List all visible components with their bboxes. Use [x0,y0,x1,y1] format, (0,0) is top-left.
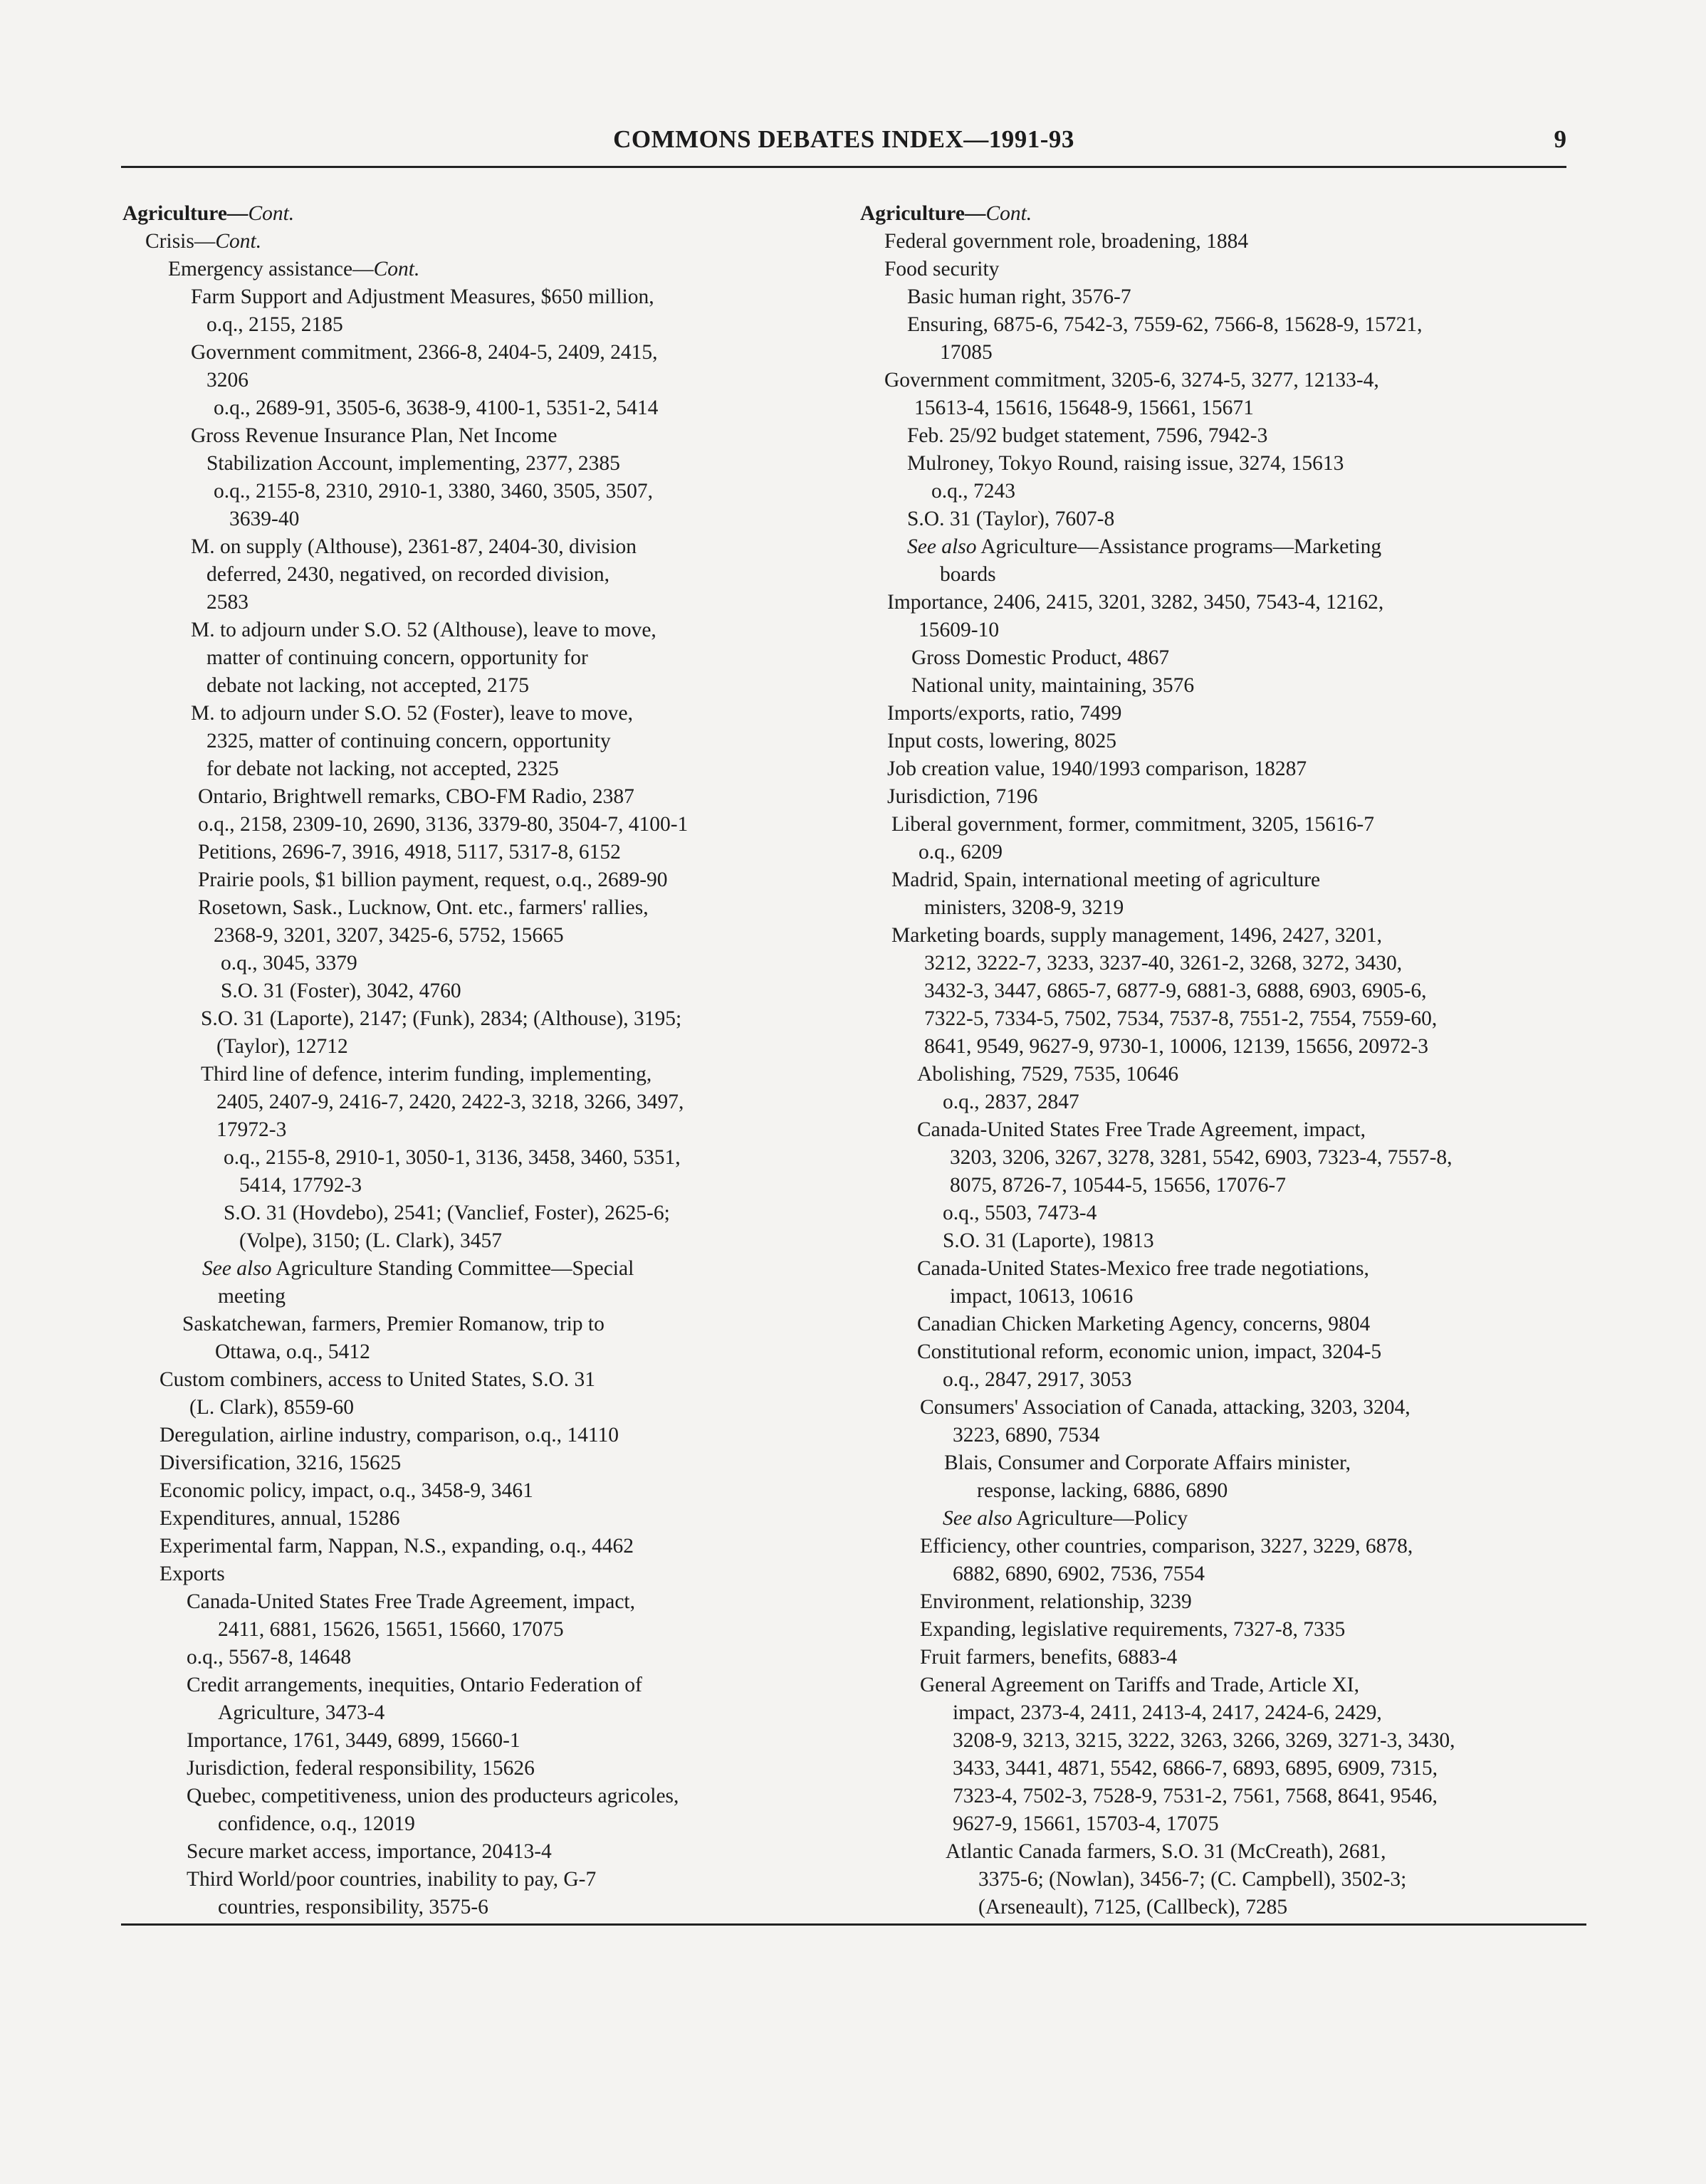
entry-text: Input costs, lowering, 8025 [887,730,1117,752]
index-entry-line [911,644,1169,672]
entry-text: Expanding, legislative requirements, 7327-8, 7335 [920,1618,1346,1641]
index-entry-line [191,422,557,450]
entry-text: 15609-10 [919,619,1000,641]
entry-text: 6882, 6890, 6902, 7536, 7554 [953,1563,1205,1585]
entry-text: o.q., 2847, 2917, 3053 [943,1368,1132,1391]
entry-text: 3212, 3222-7, 3233, 3237-40, 3261-2, 3268, 3272, 3430, [924,952,1403,975]
index-entry-line [218,1894,488,1921]
index-entry-line [206,644,588,672]
entry-text: Deregulation, airline industry, comparison, o.q., 14110 [159,1424,619,1447]
index-entry-line [917,1061,1178,1088]
index-entry-line [218,1283,286,1311]
index-entry-line [920,1616,1345,1644]
index-entry-line [917,1255,1369,1283]
index-entry-line [914,394,1254,422]
entry-text: 3223, 6890, 7534 [953,1424,1100,1447]
index-entry-line [944,1449,1351,1477]
entry-text: confidence, o.q., 12019 [218,1812,415,1835]
entry-text: response, lacking, 6886, 6890 [977,1479,1228,1502]
entry-text: impact, 2373-4, 2411, 2413-4, 2417, 2424-6, 2429, [953,1701,1382,1724]
index-entry-line [198,811,688,839]
entry-text: See also [907,535,977,558]
index-entry-line [159,1560,225,1588]
index-entry-line [206,755,559,783]
index-entry-line [221,977,461,1005]
entry-text: o.q., 2837, 2847 [943,1091,1079,1113]
entry-text: 5414, 17792-3 [239,1174,362,1197]
index-entry-line [221,950,357,977]
index-entry-line [214,922,564,950]
entry-text: S.O. 31 (Laporte), 19813 [943,1229,1154,1252]
index-entry-line [887,728,1116,755]
index-entry-line [943,1505,1188,1533]
entry-text: Cont. [215,230,262,253]
entry-text: Expenditures, annual, 15286 [159,1507,400,1530]
entry-text: Custom combiners, access to United States, S.O. 31 [159,1368,596,1391]
index-entry-line [159,1477,533,1505]
index-entry-line [198,866,668,894]
index-entry-line [907,533,1381,561]
entry-text: for debate not lacking, not accepted, 2325 [206,757,559,780]
entry-text: Blais, Consumer and Corporate Affairs minister, [944,1451,1351,1474]
entry-text: deferred, 2430, negatived, on recorded division, [206,563,610,586]
entry-text: Canada-United States-Mexico free trade negotiations, [917,1257,1369,1280]
index-entry-line [187,1727,520,1755]
entry-text: Stabilization Account, implementing, 2377, 2385 [206,452,620,475]
entry-text: Exports [159,1563,225,1585]
entry-text: 3203, 3206, 3267, 3278, 3281, 5542, 6903, 7323-4, 7557-8, [950,1146,1453,1169]
index-entry-line [920,1394,1411,1422]
index-entry-line [907,283,1131,311]
entry-text: 8641, 9549, 9627-9, 9730-1, 10006, 12139, 15656, 20972-3 [924,1035,1428,1058]
entry-text: Agriculture—Assistance programs—Marketing [976,535,1382,558]
entry-text: 3206 [206,369,248,392]
index-entry-line [887,700,1121,728]
entry-text: Basic human right, 3576-7 [907,285,1131,308]
index-entry-line [198,783,634,811]
index-entry-line [189,1394,354,1422]
index-entry-line [206,589,248,616]
index-entry-line [917,1338,1381,1366]
index-entry-line [159,1366,595,1394]
entry-text: Jurisdiction, federal responsibility, 15626 [187,1757,535,1780]
index-entry-line [187,1866,596,1894]
index-entry-line [860,200,1032,228]
index-entry-line [206,367,248,394]
index-entry-line [187,1755,535,1783]
index-entry-line [887,589,1383,616]
entry-text: Job creation value, 1940/1993 comparison, 18287 [887,757,1307,780]
entry-text: matter of continuing concern, opportunity for [206,646,588,669]
entry-text: Mulroney, Tokyo Round, raising issue, 3274, 15613 [907,452,1344,475]
index-entry-line [953,1560,1205,1588]
entry-text: Constitutional reform, economic union, impact, 3204-5 [917,1340,1382,1363]
index-entry-line [884,256,999,283]
index-entry-line [159,1422,619,1449]
entry-text: 2583 [206,591,248,614]
index-entry-line [924,977,1427,1005]
entry-text: Agriculture, 3473-4 [218,1701,385,1724]
index-entry-line [920,1533,1413,1560]
entry-text: 2411, 6881, 15626, 15651, 15660, 17075 [218,1618,564,1641]
index-entry-line [206,450,620,478]
entry-text: Farm Support and Adjustment Measures, $650 million, [191,285,654,308]
index-entry-line [943,1366,1132,1394]
index-entry-line [214,478,653,505]
index-entry-line [953,1422,1100,1449]
index-entry-line [214,394,658,422]
index-entry-line [940,561,996,589]
index-entry-line [920,1671,1359,1699]
index-entry-line [953,1810,1219,1838]
entry-text: Diversification, 3216, 15625 [159,1451,402,1474]
index-entry-line [206,561,609,589]
entry-text: Madrid, Spain, international meeting of agriculture [891,868,1321,891]
index-entry-line [239,1172,362,1199]
entry-text: Petitions, 2696-7, 3916, 4918, 5117, 5317-8, 6152 [198,841,621,863]
index-entry-line [884,367,1379,394]
index-entry-line [884,228,1248,256]
entry-text: Atlantic Canada farmers, S.O. 31 (McCreath), 2681, [946,1840,1386,1863]
entry-text: S.O. 31 (Foster), 3042, 4760 [221,980,461,1002]
index-entry-line [168,256,419,283]
index-entry-line [198,839,621,866]
index-entry-line [917,1311,1370,1338]
entry-text: 3639-40 [229,508,300,530]
entry-text: impact, 10613, 10616 [950,1285,1134,1308]
entry-text: Jurisdiction, 7196 [887,785,1038,808]
entry-text: 7323-4, 7502-3, 7528-9, 7531-2, 7561, 7568, 8641, 9546, [953,1785,1438,1807]
index-entry-line [224,1199,670,1227]
entry-text: Gross Revenue Insurance Plan, Net Income [191,424,558,447]
index-entry-line [216,1116,286,1144]
entry-text: o.q., 5503, 7473-4 [943,1202,1097,1224]
index-entry-line [943,1199,1097,1227]
entry-text: M. to adjourn under S.O. 52 (Althouse), leave to move, [191,619,656,641]
index-entry-line [943,1088,1079,1116]
index-entry-line [953,1699,1382,1727]
entry-text: debate not lacking, not accepted, 2175 [206,674,529,697]
index-entry-line [887,755,1307,783]
entry-text: M. to adjourn under S.O. 52 (Foster), leave to move, [191,702,634,725]
entry-text: ministers, 3208-9, 3219 [924,896,1124,919]
index-entry-line [887,783,1037,811]
entry-text: o.q., 2155, 2185 [206,313,343,336]
index-entry-line [122,200,294,228]
index-entry-line [191,339,657,367]
entry-text: o.q., 5567-8, 14648 [187,1646,352,1669]
entry-text: (L. Clark), 8559-60 [189,1396,355,1419]
index-entry-line [198,894,649,922]
entry-text: 17085 [940,341,993,364]
index-entry-line [907,311,1423,339]
entry-text: Consumers' Association of Canada, attacking, 3203, 3204, [920,1396,1411,1419]
index-entry-line [907,505,1114,533]
index-entry-line [202,1255,634,1283]
entry-text: General Agreement on Tariffs and Trade, Article XI, [920,1674,1359,1696]
index-entry-line [187,1644,351,1671]
entry-text: o.q., 6209 [919,841,1003,863]
entry-text: boards [940,563,996,586]
entry-text: (Arseneault), 7125, (Callbeck), 7285 [978,1896,1288,1918]
index-entry-line [229,505,299,533]
entry-text: 9627-9, 15661, 15703-4, 17075 [953,1812,1219,1835]
entry-text: Cont. [248,202,295,225]
index-entry-line [239,1227,502,1255]
entry-text: Ottawa, o.q., 5412 [215,1340,370,1363]
entry-text: Importance, 2406, 2415, 3201, 3282, 3450, 7543-4, 12162, [887,591,1384,614]
index-entry-line [201,1005,681,1033]
index-entry-line [159,1449,401,1477]
entry-text: Emergency assistance— [168,258,374,280]
index-entry-line [218,1699,384,1727]
index-entry-line [191,700,633,728]
index-entry-line [920,1644,1177,1671]
index-entry-line [978,1866,1406,1894]
index-entry-line [919,616,999,644]
index-entry-line [891,866,1320,894]
index-entry-line [907,450,1344,478]
entry-text: Importance, 1761, 3449, 6899, 15660-1 [187,1729,520,1752]
entry-text: Abolishing, 7529, 7535, 10646 [917,1063,1179,1086]
index-entry-line [978,1894,1287,1921]
index-entry-line [216,1088,684,1116]
index-entry-line [218,1810,415,1838]
index-entry-line [216,1033,348,1061]
entry-text: Canada-United States Free Trade Agreement, impact, [917,1118,1366,1141]
entry-text: countries, responsibility, 3575-6 [218,1896,488,1918]
entry-text: 3432-3, 3447, 6865-7, 6877-9, 6881-3, 6888, 6903, 6905-6, [924,980,1427,1002]
entry-text: Liberal government, former, commitment, 3205, 15616-7 [891,813,1374,836]
index-entry-line [950,1172,1286,1199]
entry-text: Ensuring, 6875-6, 7542-3, 7559-62, 7566-8, 15628-9, 15721, [907,313,1423,336]
entry-text: 17972-3 [216,1118,287,1141]
index-entry-line [206,728,611,755]
entry-text: Rosetown, Sask., Lucknow, Ont. etc., farmers' rallies, [198,896,649,919]
entry-text: Feb. 25/92 budget statement, 7596, 7942-3 [907,424,1268,447]
entry-text: S.O. 31 (Hovdebo), 2541; (Vanclief, Foster), 2625-6; [224,1202,670,1224]
entry-text: meeting [218,1285,286,1308]
entry-text: Economic policy, impact, o.q., 3458-9, 3461 [159,1479,533,1502]
index-entry-line [891,811,1374,839]
entry-text: Crisis— [145,230,216,253]
index-entry-line [943,1227,1154,1255]
index-entry-line [215,1338,370,1366]
entry-text: Gross Domestic Product, 4867 [911,646,1170,669]
entry-text: Ontario, Brightwell remarks, CBO-FM Radio, 2387 [198,785,634,808]
index-entry-line [946,1838,1386,1866]
entry-text: o.q., 7243 [931,480,1015,503]
entry-text: See also [943,1507,1012,1530]
entry-text: 15613-4, 15616, 15648-9, 15661, 15671 [914,397,1254,419]
entry-text: 2368-9, 3201, 3207, 3425-6, 5752, 15665 [214,924,564,947]
entry-text: (Volpe), 3150; (L. Clark), 3457 [239,1229,502,1252]
entry-text: Agriculture Standing Committee—Special [271,1257,634,1280]
index-entry-line [924,894,1124,922]
entry-text: o.q., 2155-8, 2910-1, 3050-1, 3136, 3458, 3460, 5351, [224,1146,681,1169]
entry-text: Third World/poor countries, inability to pay, G-7 [187,1868,597,1891]
index-entry-line [919,839,1003,866]
entry-text: National unity, maintaining, 3576 [911,674,1195,697]
index-entry-line [977,1477,1228,1505]
entry-text: Government commitment, 2366-8, 2404-5, 2409, 2415, [191,341,658,364]
entry-text: Canada-United States Free Trade Agreement, impact, [187,1590,635,1613]
entry-text: Environment, relationship, 3239 [920,1590,1192,1613]
entry-text: 3375-6; (Nowlan), 3456-7; (C. Campbell), 3502-3; [978,1868,1407,1891]
entry-text: Third line of defence, interim funding, implementing, [201,1063,652,1086]
entry-text: Efficiency, other countries, comparison, 3227, 3229, 6878, [920,1535,1413,1558]
entry-text: Secure market access, importance, 20413-4 [187,1840,552,1863]
index-entry-line [191,533,637,561]
index-entry-line [187,1671,642,1699]
entry-text: S.O. 31 (Taylor), 7607-8 [907,508,1115,530]
entry-text: See also [202,1257,272,1280]
page-header [121,121,1566,161]
entry-text: Cont. [373,258,420,280]
index-entry-line [206,311,343,339]
index-entry-line [191,616,656,644]
index-entry-line [931,478,1015,505]
index-entry-line [920,1588,1192,1616]
index-entry-line [907,422,1267,450]
index-entry-line [924,1005,1437,1033]
entry-text: Agriculture—Policy [1012,1507,1188,1530]
entry-text: o.q., 2689-91, 3505-6, 3638-9, 4100-1, 5351-2, 5414 [214,397,659,419]
entry-text: o.q., 2158, 2309-10, 2690, 3136, 3379-80, 3504-7, 4100-1 [198,813,689,836]
entry-text: Cont. [985,202,1032,225]
entry-text: o.q., 2155-8, 2310, 2910-1, 3380, 3460, 3505, 3507, [214,480,654,503]
index-entry-line [187,1588,635,1616]
index-entry-line [940,339,993,367]
index-entry-line [191,283,654,311]
entry-text: o.q., 3045, 3379 [221,952,357,975]
index-entry-line [145,228,261,256]
page-number: 9 [1554,125,1566,153]
entry-text: 3208-9, 3213, 3215, 3222, 3263, 3266, 3269, 3271-3, 3430, [953,1729,1455,1752]
entry-text: M. on supply (Althouse), 2361-87, 2404-30, division [191,535,637,558]
entry-text: 2325, matter of continuing concern, opportunity [206,730,611,752]
index-entry-line [917,1116,1366,1144]
entry-text: S.O. 31 (Laporte), 2147; (Funk), 2834; (Althouse), 3195; [201,1007,682,1030]
index-entry-line [953,1727,1455,1755]
page-title: COMMONS DEBATES INDEX—1991-93 [613,125,1074,153]
entry-text: 8075, 8726-7, 10544-5, 15656, 17076-7 [950,1174,1286,1197]
entry-text: 2405, 2407-9, 2416-7, 2420, 2422-3, 3218, 3266, 3497, [216,1091,684,1113]
index-entry-line [218,1616,564,1644]
header-rule [121,166,1566,168]
entry-text: Federal government role, broadening, 1884 [884,230,1249,253]
footer-rule [121,1923,1586,1926]
entry-text: Food security [884,258,1000,280]
entry-text: Credit arrangements, inequities, Ontario Federation of [187,1674,642,1696]
entry-text: Saskatchewan, farmers, Premier Romanow, trip to [182,1313,605,1335]
index-entry-line [201,1061,651,1088]
index-entry-line [911,672,1194,700]
index-entry-line [182,1311,605,1338]
index-entry-line [206,672,529,700]
index-entry-line [950,1283,1133,1311]
index-entry-line [924,1033,1428,1061]
entry-text: (Taylor), 12712 [216,1035,348,1058]
index-entry-line [187,1783,679,1810]
index-entry-line [953,1755,1438,1783]
index-entry-line [159,1505,400,1533]
entry-text: Marketing boards, supply management, 1496, 2427, 3201, [891,924,1383,947]
entry-text: Agriculture— [122,202,248,225]
entry-text: Prairie pools, $1 billion payment, request, o.q., 2689-90 [198,868,668,891]
entry-text: Fruit farmers, benefits, 6883-4 [920,1646,1178,1669]
index-entry-line [891,922,1382,950]
index-entry-line [953,1783,1438,1810]
entry-text: Canadian Chicken Marketing Agency, concerns, 9804 [917,1313,1371,1335]
entry-text: Agriculture— [860,202,986,225]
entry-text: Quebec, competitiveness, union des producteurs agricoles, [187,1785,679,1807]
entry-text: Government commitment, 3205-6, 3274-5, 3277, 12133-4, [884,369,1379,392]
index-entry-line [950,1144,1453,1172]
entry-text: 3433, 3441, 4871, 5542, 6866-7, 6893, 6895, 6909, 7315, [953,1757,1438,1780]
entry-text: Imports/exports, ratio, 7499 [887,702,1122,725]
index-entry-line [224,1144,681,1172]
entry-text: Experimental farm, Nappan, N.S., expanding, o.q., 4462 [159,1535,634,1558]
entry-text: 7322-5, 7334-5, 7502, 7534, 7537-8, 7551-2, 7554, 7559-60, [924,1007,1438,1030]
index-entry-line [159,1533,634,1560]
index-entry-line [187,1838,552,1866]
index-entry-line [924,950,1402,977]
